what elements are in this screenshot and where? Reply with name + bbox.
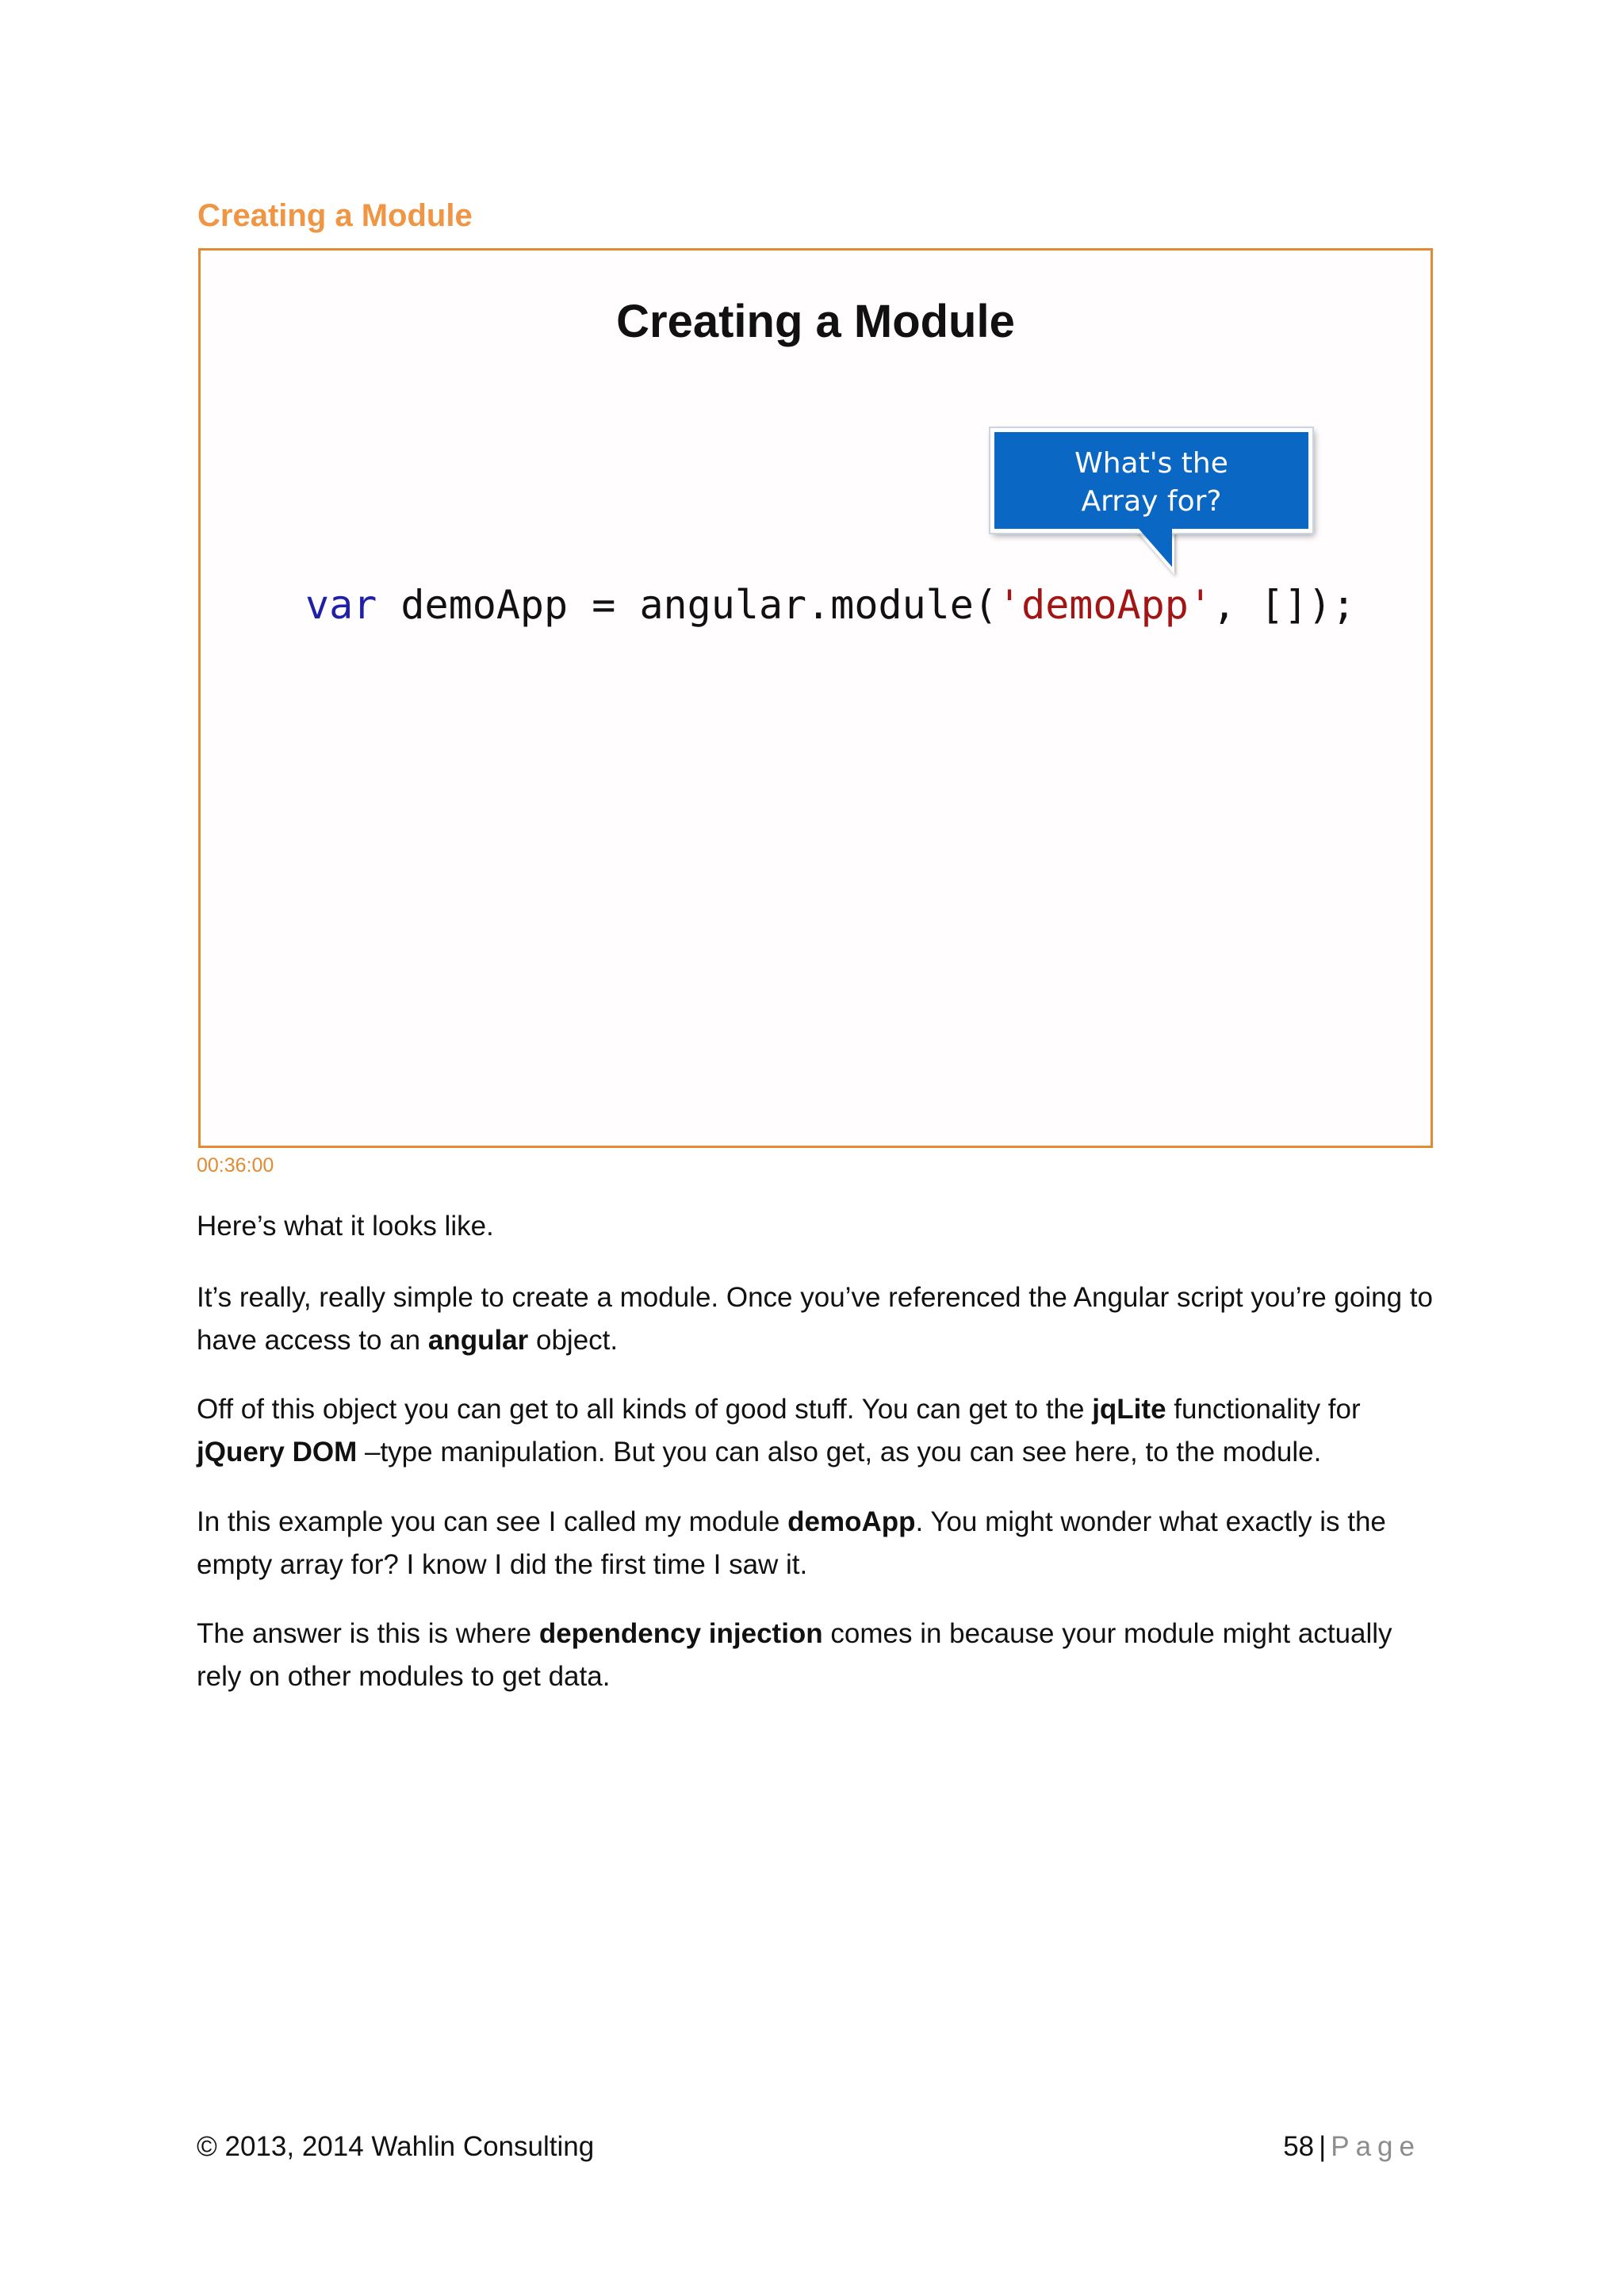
paragraph-3-text-c: functionality for — [1166, 1394, 1361, 1425]
paragraph-3-bold-jqlite: jqLite — [1092, 1394, 1166, 1425]
video-timestamp: 00:36:00 — [197, 1154, 274, 1177]
callout-text-line1: What's the — [1074, 447, 1228, 480]
callout-bubble — [990, 428, 1312, 533]
code-middle: demoApp = angular.module( — [377, 582, 998, 628]
paragraph-4-text-c: . You might wonder what exactly is the empty array for? I know I did the first time I saw it. — [197, 1506, 1386, 1580]
code-end: , []); — [1212, 582, 1356, 628]
paragraph-5 — [197, 1613, 1434, 1698]
footer-copyright: © 2013, 2014 Wahlin Consulting — [197, 2131, 595, 2162]
code-snippet — [305, 582, 1356, 628]
paragraph-4-bold-demoapp: demoApp — [787, 1506, 916, 1537]
paragraph-5-text-a: The answer is this is where — [197, 1618, 539, 1649]
paragraph-3 — [197, 1388, 1434, 1474]
slide-title: Creating a Module — [616, 296, 1015, 347]
footer-page-number: 58 — [1283, 2131, 1315, 2162]
footer-separator: | — [1319, 2131, 1327, 2162]
paragraph-2-text-a: It’s really, really simple to create a module. Once you’ve referenced the Angular script you’re going to have access to an — [197, 1282, 1433, 1356]
paragraph-2 — [197, 1276, 1434, 1362]
paragraph-5-bold-dependency-injection: dependency injection — [538, 1618, 823, 1649]
paragraph-3-text-a: Off of this object you can get to all kinds of good stuff. You can get to the — [197, 1394, 1093, 1425]
code-string: 'demoApp' — [997, 582, 1212, 628]
section-heading: Creating a Module — [197, 198, 473, 233]
paragraph-4 — [197, 1501, 1434, 1586]
paragraph-4-text-a: In this example you can see I called my module — [197, 1506, 788, 1537]
paragraph-3-bold-jquery-dom: jQuery DOM — [197, 1437, 358, 1468]
paragraph-2-text-c: object. — [528, 1325, 619, 1356]
paragraph-5-text-c: comes in because your module might actually rely on other modules to get data. — [197, 1618, 1392, 1692]
paragraph-3-text-e: –type manipulation. But you can also get, as you can see here, to the module. — [357, 1437, 1322, 1468]
paragraph-2-bold-angular: angular — [427, 1325, 529, 1356]
footer-page-label — [1283, 2131, 1421, 2163]
paragraph-1: Here’s what it looks like. — [197, 1211, 494, 1242]
callout-tail — [1139, 529, 1172, 567]
slide-image — [198, 248, 1433, 1148]
footer-page-word: Page — [1331, 2131, 1421, 2162]
callout-text-line2: Array for? — [1081, 485, 1222, 518]
code-keyword: var — [305, 582, 377, 628]
